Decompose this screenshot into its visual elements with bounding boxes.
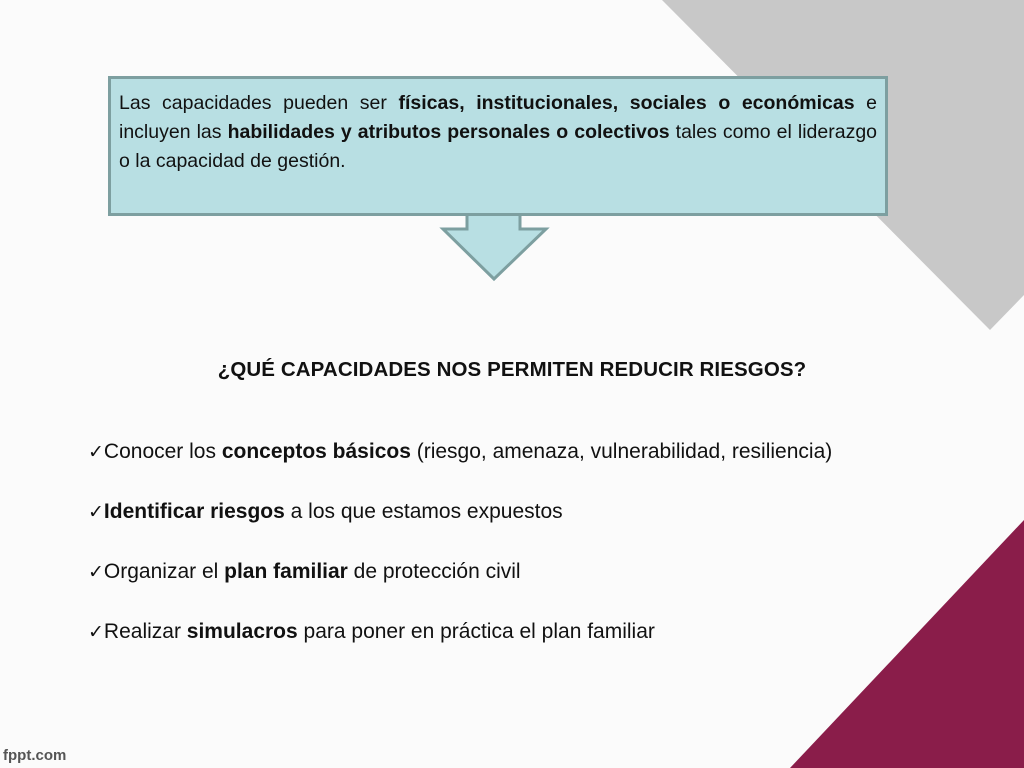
down-arrow-icon [443, 209, 546, 279]
callout-text-2: e incluyen las [119, 92, 877, 143]
list-item [88, 436, 922, 468]
list-item-text: Realizar [103, 620, 187, 643]
list-item-bold: plan familiar [224, 560, 348, 583]
section-heading: ¿QUÉ CAPACIDADES NOS PERMITEN REDUCIR RIESGOS? [217, 358, 807, 381]
callout-text-1: Las capacidades pueden ser [119, 92, 399, 114]
list-item-text: Organizar el [103, 560, 225, 583]
checkmark-icon: ✓ [88, 501, 104, 523]
list-item-bold: Identificar riesgos [103, 500, 285, 523]
list-item-bold: conceptos básicos [221, 440, 411, 463]
checkmark-icon: ✓ [88, 441, 104, 463]
list-item-text: para poner en práctica el plan familiar [297, 620, 655, 643]
list-item [88, 496, 922, 528]
list-item-text: Conocer los [103, 440, 222, 463]
callout-text-3: tales como el liderazgo o la capacidad de gestión. [119, 121, 878, 172]
list-item-text: a los que estamos expuestos [284, 500, 563, 523]
capacities-callout-box [108, 76, 888, 216]
list-item-bold: simulacros [186, 620, 298, 643]
list-item-text: de protección civil [347, 560, 521, 583]
callout-bold-2: habilidades y atributos personales o colectivos [227, 121, 670, 143]
footer-logo[interactable]: fppt.com [3, 747, 67, 764]
list-item-text: (riesgo, amenaza, vulnerabilidad, resiliencia) [410, 440, 833, 463]
checkmark-icon: ✓ [88, 561, 104, 583]
list-item [88, 616, 922, 648]
list-item [88, 556, 922, 588]
callout-bold-1: físicas, institucionales, sociales o económicas [398, 92, 855, 114]
capacities-list [88, 436, 922, 676]
checkmark-icon: ✓ [88, 621, 104, 643]
